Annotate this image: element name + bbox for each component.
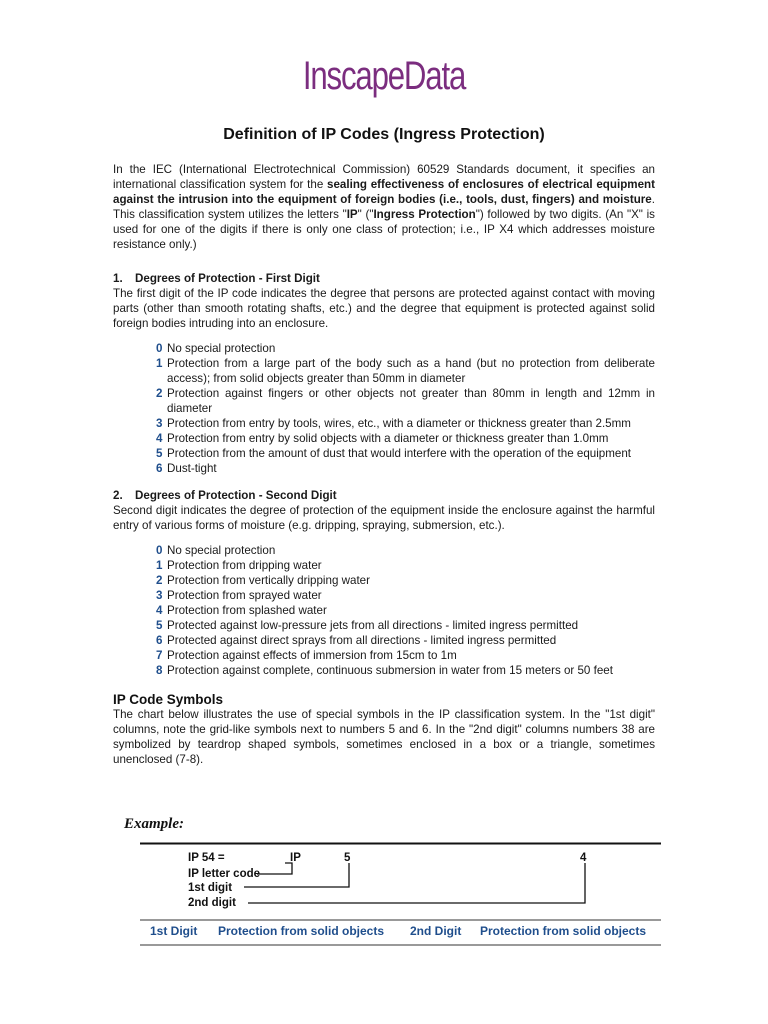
second-digit: 8: [156, 664, 163, 677]
connector-second-digit: [248, 863, 585, 903]
second-description: Protected against low-pressure jets from all directions - limited ingress permitted: [167, 619, 579, 632]
first-digit: 0: [156, 342, 163, 355]
digit-four-label: 4: [580, 852, 587, 864]
first-digit: 2: [156, 387, 163, 400]
ip-label: IP: [290, 852, 301, 864]
second-digit-list: [156, 543, 655, 678]
second-item-8: [156, 663, 655, 678]
intro-text-4: ") followed by two digits. (An "X" is used for one of the digits if there is only one class of protection; i.e., IP X4 which addresses moisture resistance only.): [113, 208, 655, 251]
first-item-1: [156, 356, 655, 386]
section-2-title: Degrees of Protection - Second Digit: [135, 489, 337, 502]
digit-five-label: 5: [344, 852, 351, 864]
second-digit: 1: [156, 559, 163, 572]
first-description: Protection from the amount of dust that would interfere with the operation of the equipment: [167, 447, 632, 460]
table-header-solid-objects-1: Protection from solid objects: [218, 924, 385, 938]
first-digit-label: 1st digit: [188, 882, 233, 894]
table-header-first-digit: 1st Digit: [150, 924, 198, 938]
first-description: No special protection: [167, 342, 276, 355]
second-item-6: [156, 633, 655, 648]
first-item-5: [156, 446, 655, 461]
table-header-second-digit: 2nd Digit: [410, 924, 462, 938]
second-description: Protected against direct sprays from all directions - limited ingress permitted: [167, 634, 557, 647]
example-label: Example:: [124, 816, 184, 832]
ip-code-symbols-heading: IP Code Symbols: [113, 692, 224, 707]
first-digit: 3: [156, 417, 163, 430]
section-1-description: The first digit of the IP code indicates the degree that persons are protected against contact with moving parts (other than smooth rotating shafts, etc.) and the degree that equipment is protected against solid foreign bodies intruding into an enclosure.: [113, 287, 655, 330]
first-description: Protection from entry by solid objects with a diameter or thickness greater than 1.0mm: [167, 432, 609, 445]
section-1-number: 1.: [113, 272, 123, 285]
first-item-2: [156, 386, 655, 416]
second-digit: 7: [156, 649, 163, 662]
ip-letter-code-label: IP letter code: [188, 868, 261, 880]
first-item-0: [156, 341, 655, 356]
intro-text-2: . This classification system utilizes the letters ": [113, 193, 655, 221]
second-description: Protection from vertically dripping water: [167, 574, 370, 587]
intro-text-1: In the IEC (International Electrotechnical Commission) 60529 Standards document, it specifies an international classification system for the: [113, 163, 655, 191]
second-description: No special protection: [167, 544, 276, 557]
intro-paragraph: [113, 162, 655, 252]
intro-bold-ip: IP: [346, 208, 358, 221]
intro-bold-ingress: Ingress Protection: [373, 208, 476, 221]
first-description: Protection from entry by tools, wires, etc., with a diameter or thickness greater than 2.5mm: [167, 417, 631, 430]
document-body: [113, 162, 655, 767]
second-item-7: [156, 648, 655, 663]
second-digit: 4: [156, 604, 163, 617]
first-digit: 4: [156, 432, 163, 445]
intro-bold-1: sealing effectiveness of enclosures of electrical equipment against the intrusion into the equipment of foreign bodies (i.e., tools, dust, fingers) and moisture: [113, 178, 655, 206]
section-2-number: 2.: [113, 489, 123, 502]
ip-code-symbols-description: The chart below illustrates the use of special symbols in the IP classification system. In the "1st digit" columns, note the grid-like symbols next to numbers 5 and 6. In the "2nd digit" columns numbers 38 are symbolized by teardrop shaped symbols, sometimes enclosed in a box or a triangle, sometimes unenclosed (7-8).: [113, 708, 655, 766]
first-item-6: [156, 461, 655, 476]
section-2-description: Second digit indicates the degree of protection of the equipment inside the enclosure against the harmful entry of various forms of moisture (e.g. dripping, spraying, submersion, etc.).: [113, 504, 655, 532]
first-digit: 5: [156, 447, 163, 460]
table-header-solid-objects-2: Protection from solid objects: [480, 924, 647, 938]
ip54-label: IP 54 =: [188, 852, 225, 864]
first-item-4: [156, 431, 655, 446]
section-1-heading: [113, 271, 655, 286]
inscapedata-logo: [84, 48, 683, 104]
ip-example-diagram: [140, 842, 661, 960]
first-digit: 1: [156, 357, 163, 370]
second-digit: 5: [156, 619, 163, 632]
section-2-heading: [113, 488, 655, 503]
second-description: Protection against effects of immersion from 15cm to 1m: [167, 649, 457, 662]
first-description: Protection from a large part of the body such as a hand (but no protection from deliberate access); from solid objects greater than 50mm in diameter: [167, 357, 655, 385]
first-description: Protection against fingers or other objects not greater than 80mm in length and 12mm in diameter: [167, 387, 655, 415]
second-item-5: [156, 618, 655, 633]
second-description: Protection from splashed water: [167, 604, 327, 617]
second-description: Protection from dripping water: [167, 559, 322, 572]
second-item-3: [156, 588, 655, 603]
section-1-title: Degrees of Protection - First Digit: [135, 272, 320, 285]
second-item-2: [156, 573, 655, 588]
intro-text-3: " (": [357, 208, 374, 221]
page-title: Definition of IP Codes (Ingress Protection): [223, 126, 545, 143]
logo-text: InscapeData: [302, 54, 466, 98]
first-digit: 6: [156, 462, 163, 475]
second-item-1: [156, 558, 655, 573]
second-digit-label: 2nd digit: [188, 897, 236, 909]
first-item-3: [156, 416, 655, 431]
second-digit: 6: [156, 634, 163, 647]
second-item-0: [156, 543, 655, 558]
second-digit: 0: [156, 544, 163, 557]
second-description: Protection from sprayed water: [167, 589, 322, 602]
first-digit-list: [156, 341, 655, 476]
first-description: Dust-tight: [167, 462, 217, 475]
second-digit: 3: [156, 589, 163, 602]
second-item-4: [156, 603, 655, 618]
second-description: Protection against complete, continuous submersion in water from 15 meters or 50 feet: [167, 664, 613, 677]
second-digit: 2: [156, 574, 163, 587]
